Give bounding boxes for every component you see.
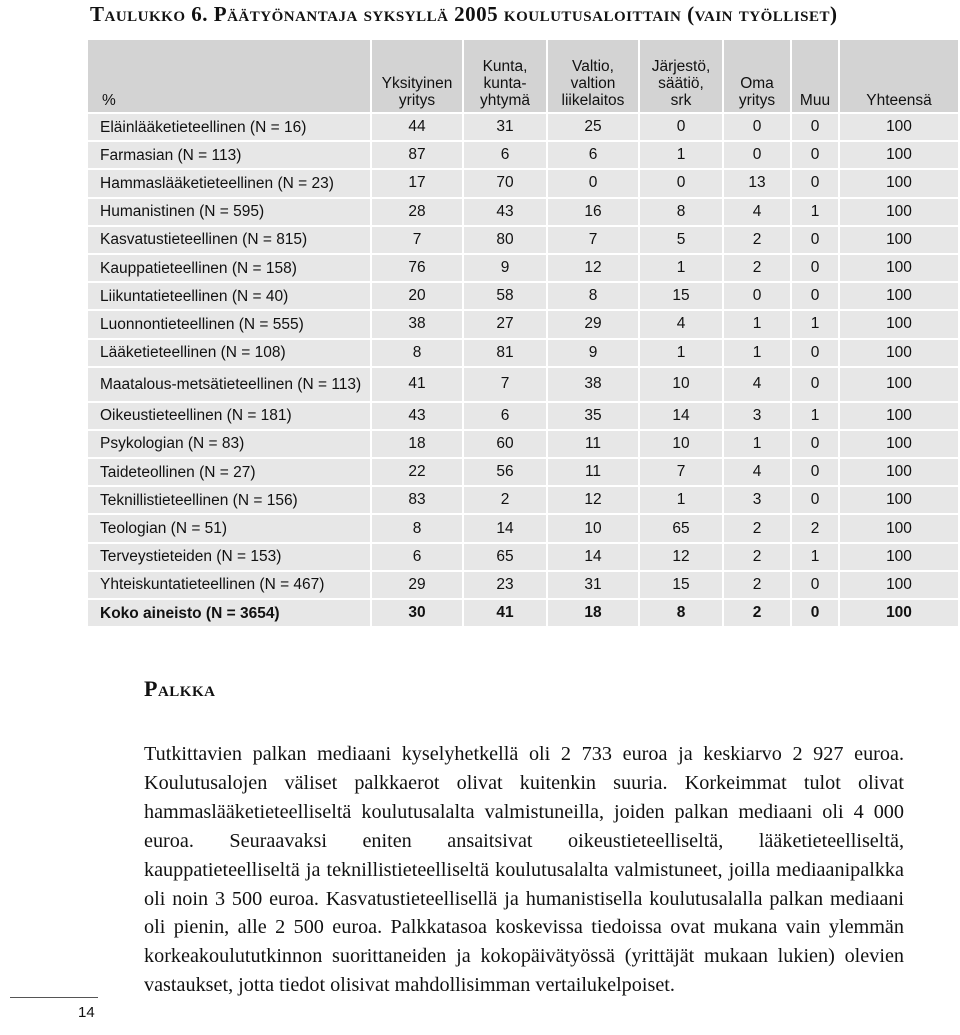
table-cell: 1 [790,542,838,570]
table-cell: 2 [722,225,790,253]
table-cell: 56 [462,457,546,485]
table-cell: 0 [722,281,790,309]
table-caption: Taulukko 6. Päätyönantaja syksyllä 2005 koulutusaloittain (vain työlliset) [90,2,838,26]
table-cell: 3 [722,485,790,513]
table-cell: 17 [370,168,462,196]
table-cell: 10 [546,513,638,541]
table-cell: 2 [790,513,838,541]
table-cell: 1 [790,309,838,337]
table-cell: 10 [638,429,722,457]
table-row [88,197,958,225]
table-cell: 100 [838,140,958,168]
table-cell: 6 [546,140,638,168]
table-cell: 65 [638,513,722,541]
table-cell: 0 [722,112,790,140]
table-cell: 100 [838,457,958,485]
table-cell: 0 [790,140,838,168]
table-cell: 100 [838,197,958,225]
table-cell: 100 [838,225,958,253]
table-cell: 4 [722,197,790,225]
body-paragraph: Tutkittavien palkan mediaani kyselyhetkellä oli 2 733 euroa ja keskiarvo 2 927 euroa. Koulutusalojen väliset palkkaerot olivat kuitenkin suuria. Korkeimmat tulot olivat hammaslääketieteelliseltä koulutusalalta valmistuneilla, joiden palkan mediaani oli 4 000 euroa. Seuraavaksi eniten ansaitsivat oikeustieteelliseltä, lääketieteelliseltä, kauppatieteelliseltä ja teknillistieteelliseltä koulutusalalta valmistuneet, joilla mediaanipalkka oli noin 3 500 euroa. Kasvatustieteellisellä ja humanistisella koulutusalalla palkan mediaani oli pienin, alle 2 500 euroa. Palkkatasoa koskevissa tiedoissa ovat mukana vain ylemmän korkeakoulututkinnon suorittaneiden ja kokopäivätyössä (yrittäjät mukaan lukien) olevien vastaukset, jotta tiedot olisivat mahdollisimman vertailukelpoiset. [144,743,904,997]
row-label: Oikeustieteellinen (N = 181) [88,401,370,429]
row-label: Yhteiskuntatieteellinen (N = 467) [88,570,370,598]
table-cell: 0 [790,281,838,309]
table-row [88,485,958,513]
table-cell: 2 [722,598,790,626]
row-label: Eläinlääketieteellinen (N = 16) [88,112,370,140]
table-cell: 12 [638,542,722,570]
table-cell: 4 [722,366,790,401]
table-cell: 12 [546,485,638,513]
table-row [88,542,958,570]
table-cell: 44 [370,112,462,140]
table-cell: 0 [790,253,838,281]
table-cell: 100 [838,542,958,570]
table-cell: 100 [838,366,958,401]
table-cell: 25 [546,112,638,140]
table-cell: 15 [638,570,722,598]
header-municipality: Kunta, kunta- yhtymä [462,40,546,112]
table-cell: 100 [838,401,958,429]
table-cell: 22 [370,457,462,485]
table-cell: 100 [838,598,958,626]
table-cell: 12 [546,253,638,281]
header-private-company: Yksityinen yritys [370,40,462,112]
table-cell: 8 [546,281,638,309]
row-label: Kauppatieteellinen (N = 158) [88,253,370,281]
table-cell: 2 [462,485,546,513]
header-percent: % [88,40,370,112]
table-cell: 23 [462,570,546,598]
table-cell: 0 [790,366,838,401]
row-label: Koko aineisto (N = 3654) [88,598,370,626]
table-header [88,40,958,112]
row-label: Liikuntatieteellinen (N = 40) [88,281,370,309]
table-cell: 0 [546,168,638,196]
row-label: Teologian (N = 51) [88,513,370,541]
table-cell: 0 [790,168,838,196]
table-cell: 81 [462,338,546,366]
row-label: Lääketieteellinen (N = 108) [88,338,370,366]
table-cell: 0 [790,112,838,140]
table-cell: 14 [462,513,546,541]
table-row [88,309,958,337]
table-cell: 18 [546,598,638,626]
table-cell: 58 [462,281,546,309]
table-row [88,513,958,541]
row-label: Teknillistieteellinen (N = 156) [88,485,370,513]
table-cell: 1 [722,429,790,457]
table-cell: 6 [462,140,546,168]
row-label: Humanistinen (N = 595) [88,197,370,225]
table-cell: 80 [462,225,546,253]
table-cell: 2 [722,542,790,570]
row-label: Kasvatustieteellinen (N = 815) [88,225,370,253]
table-cell: 100 [838,168,958,196]
table-cell: 76 [370,253,462,281]
table-cell: 6 [370,542,462,570]
table-cell: 1 [790,401,838,429]
table-cell: 0 [790,429,838,457]
employer-table [88,40,958,626]
table-row [88,366,958,401]
table-row [88,570,958,598]
row-label: Hammaslääketieteellinen (N = 23) [88,168,370,196]
table-cell: 10 [638,366,722,401]
header-row [88,40,958,112]
table-cell: 6 [462,401,546,429]
table-cell: 100 [838,338,958,366]
table-cell: 16 [546,197,638,225]
table-cell: 0 [790,338,838,366]
table-cell: 31 [546,570,638,598]
header-organization: Järjestö, säätiö, srk [638,40,722,112]
table-cell: 100 [838,513,958,541]
table-cell: 87 [370,140,462,168]
header-state: Valtio, valtion liikelaitos [546,40,638,112]
table-row [88,401,958,429]
header-own-company: Oma yritys [722,40,790,112]
table-cell: 8 [638,197,722,225]
table-row [88,168,958,196]
table-cell: 9 [462,253,546,281]
table-cell: 100 [838,429,958,457]
table-cell: 20 [370,281,462,309]
table-cell: 8 [638,598,722,626]
table-cell: 31 [462,112,546,140]
table-cell: 1 [722,309,790,337]
header-other: Muu [790,40,838,112]
table-cell: 0 [722,140,790,168]
table-cell: 27 [462,309,546,337]
table-cell: 0 [638,112,722,140]
table-row [88,429,958,457]
table-row [88,457,958,485]
table-cell: 2 [722,253,790,281]
table-cell: 1 [638,140,722,168]
table-cell: 35 [546,401,638,429]
page-number: 14 [78,1004,95,1021]
table-row [88,225,958,253]
table-cell: 41 [462,598,546,626]
table-cell: 4 [638,309,722,337]
table-cell: 18 [370,429,462,457]
table-cell: 2 [722,513,790,541]
table-cell: 5 [638,225,722,253]
table-cell: 14 [638,401,722,429]
row-label: Luonnontieteellinen (N = 555) [88,309,370,337]
row-label: Psykologian (N = 83) [88,429,370,457]
total-row [88,598,958,626]
table-row [88,338,958,366]
row-label: Maatalous-metsätieteellinen (N = 113) [88,366,370,401]
table-cell: 13 [722,168,790,196]
table-cell: 41 [370,366,462,401]
table-cell: 11 [546,457,638,485]
section-title: Palkka [144,676,216,701]
table-cell: 1 [722,338,790,366]
row-label: Farmasian (N = 113) [88,140,370,168]
table-cell: 15 [638,281,722,309]
table-cell: 1 [638,485,722,513]
table-cell: 0 [638,168,722,196]
table-cell: 70 [462,168,546,196]
table-row [88,253,958,281]
table-cell: 1 [790,197,838,225]
table-cell: 0 [790,457,838,485]
header-total: Yhteensä [838,40,958,112]
table-cell: 1 [638,338,722,366]
footer-rule [10,997,98,998]
table-cell: 8 [370,338,462,366]
table-cell: 38 [370,309,462,337]
table-cell: 100 [838,570,958,598]
table-cell: 0 [790,485,838,513]
table-cell: 1 [638,253,722,281]
table-cell: 100 [838,253,958,281]
table-cell: 7 [370,225,462,253]
table-cell: 7 [546,225,638,253]
table-cell: 7 [462,366,546,401]
table-cell: 83 [370,485,462,513]
table-cell: 9 [546,338,638,366]
table-cell: 0 [790,225,838,253]
table-cell: 0 [790,570,838,598]
table-cell: 100 [838,309,958,337]
row-label: Taideteollinen (N = 27) [88,457,370,485]
table-cell: 3 [722,401,790,429]
table-cell: 43 [462,197,546,225]
table-cell: 11 [546,429,638,457]
table-cell: 30 [370,598,462,626]
table-cell: 14 [546,542,638,570]
row-label: Terveystieteiden (N = 153) [88,542,370,570]
table-cell: 43 [370,401,462,429]
table-cell: 29 [370,570,462,598]
table-cell: 7 [638,457,722,485]
table-cell: 4 [722,457,790,485]
table-row [88,112,958,140]
table-cell: 100 [838,281,958,309]
table-cell: 38 [546,366,638,401]
table-body [88,112,958,626]
table-cell: 28 [370,197,462,225]
table-cell: 100 [838,485,958,513]
table-cell: 65 [462,542,546,570]
table-cell: 29 [546,309,638,337]
table-cell: 0 [790,598,838,626]
table-row [88,281,958,309]
table-row [88,140,958,168]
table-cell: 8 [370,513,462,541]
table-cell: 100 [838,112,958,140]
table-cell: 2 [722,570,790,598]
table-cell: 60 [462,429,546,457]
